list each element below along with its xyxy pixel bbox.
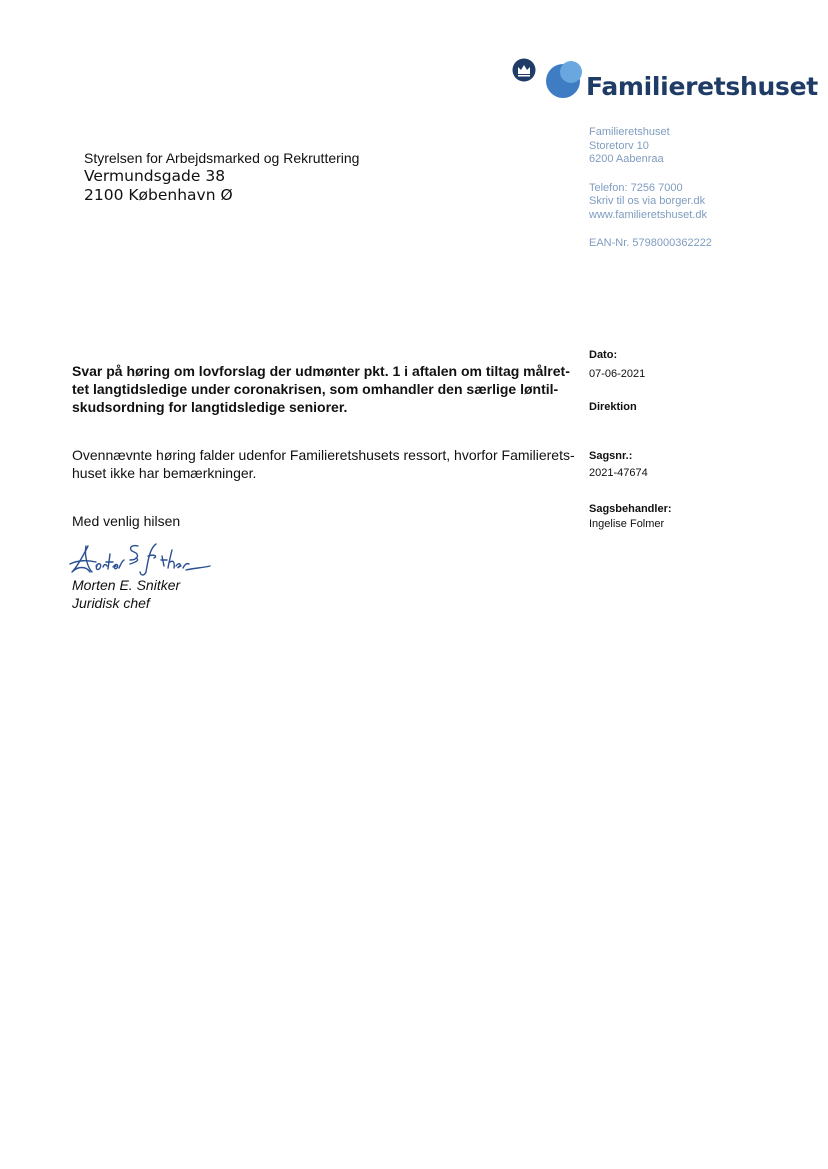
letter-subject <box>72 362 572 416</box>
recipient-address <box>84 150 359 205</box>
handler-block <box>589 502 672 531</box>
subject-line: Svar på høring om lovforslag der udmønter pkt. 1 i aftalen om tiltag målret- <box>72 363 570 379</box>
handler-name: Ingelise Folmer <box>589 518 665 530</box>
date-value: 07-06-2021 <box>589 368 646 380</box>
handler-label: Sagsbehandler: <box>589 503 672 515</box>
sender-ean: EAN-Nr. 5798000362222 <box>589 237 712 249</box>
subject-line: tet langtidsledige under coronakrisen, som omhandler den særlige løntil- <box>72 381 559 397</box>
subject-line: skudsordning for langtidsledige seniorer. <box>72 399 348 415</box>
familieretshuset-logo <box>508 58 818 110</box>
sender-address <box>589 126 712 251</box>
recipient-name: Styrelsen for Arbejdsmarked og Rekruttering <box>84 150 360 166</box>
date-block <box>589 348 645 381</box>
case-label: Sagsnr.: <box>589 450 633 462</box>
date-label: Dato: <box>589 349 618 361</box>
signer-title: Juridisk chef <box>72 595 150 611</box>
sender-street: Storetorv 10 <box>589 139 649 152</box>
letter-body <box>72 446 577 482</box>
department: Direktion <box>589 401 637 413</box>
greeting: Med venlig hilsen <box>72 513 181 529</box>
sender-city: 6200 Aabenraa <box>589 153 664 165</box>
sender-phone: Telefon: 7256 7000 <box>589 181 683 194</box>
logo-mark-icon <box>508 58 588 110</box>
sender-name: Familieretshuset <box>589 126 670 138</box>
body-line: huset ikke har bemærkninger. <box>72 465 257 481</box>
recipient-street: Vermundsgade 38 <box>84 167 226 185</box>
signer-name: Morten E. Snitker <box>72 577 181 593</box>
case-block <box>589 449 648 480</box>
case-number: 2021-47674 <box>589 467 648 479</box>
sender-contact: Skriv til os via borger.dk <box>589 195 706 207</box>
recipient-city: 2100 København Ø <box>84 186 233 204</box>
sender-web: www.familieretshuset.dk <box>589 208 707 221</box>
signer <box>72 576 180 612</box>
body-line: Ovennævnte høring falder udenfor Familieretshusets ressort, hvorfor Familierets- <box>72 447 575 463</box>
logo-text: Familieretshuset <box>586 72 818 101</box>
